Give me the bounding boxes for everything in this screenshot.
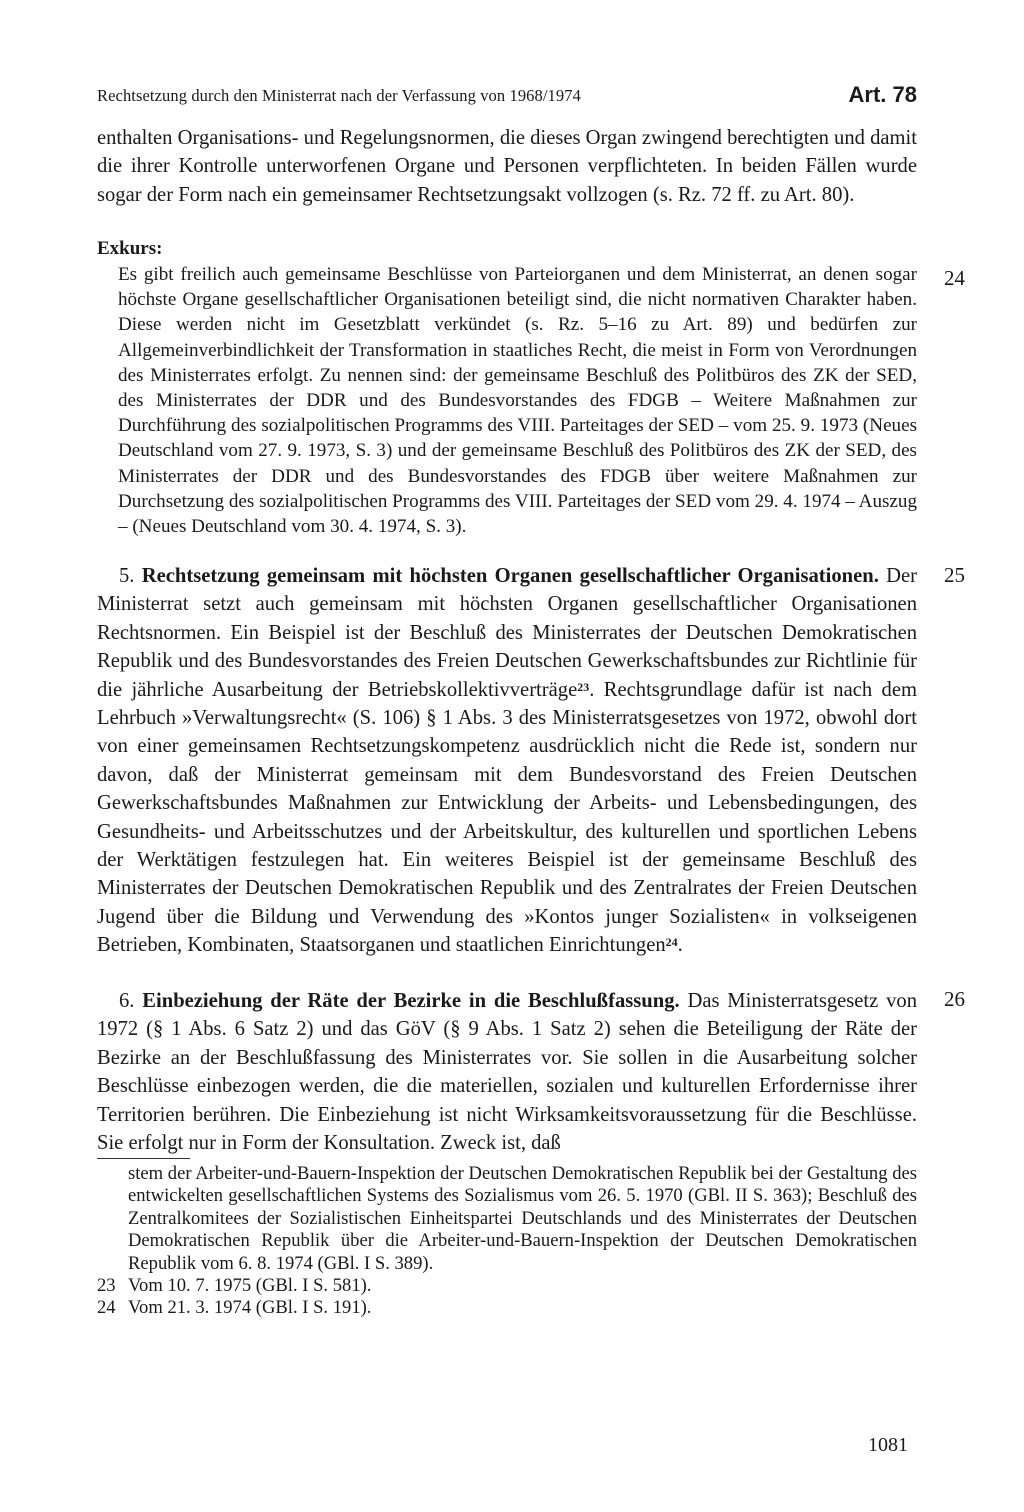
section-5-text-c: .: [677, 934, 683, 957]
footnote-ref-24[interactable]: 24: [665, 935, 678, 950]
margin-number-26: 26: [944, 987, 965, 1011]
section-5-text-b: . Rechtsgrundlage dafür ist nach dem Lehrbuch »Verwaltungsrecht« (S. 106) § 1 Abs. 3 des Ministerratsgesetzes von 1972, obwohl dort von einer gemeinsamen Rechtsetzungskompetenz ausdrücklich nicht die Rede ist, sondern nur davon, daß der Ministerrat gemeinsam mit dem Bundesvorstand des Freien Deutschen Gewerkschaftsbundes Maßnahmen zur Entwicklung der Arbeits- und Lebensbedingungen, des Gesundheits- und Arbeitsschutzes und der Arbeitskultur, des kulturellen und sportlichen Lebens der Werktätigen festzulegen hat. Ein weiteres Beispiel ist der gemeinsame Beschluß des Ministerrates der Deutschen Demokratischen Republik und des Zentralrates der Freien Deutschen Jugend über die Bildung und Verwendung des »Kontos junger Sozialisten« in volkseigenen Betrieben, Kombinaten, Staatsorganen und staatlichen Einrichtungen: [97, 678, 918, 957]
article-label: Art. 78: [848, 82, 917, 107]
footnote-continuation: stem der Arbeiter-und-Bauern-Inspektion der Deutschen Demokratischen Republik bei der Gestaltung des entwickelten gesellschaftlichen Systems des Sozialismus vom 26. 5. 1970 (GBl. II S. 363); Beschluß des Zentralkomitees der Sozialistischen Einheitspartei Deutschlands und des Ministerrates der Deutschen Demokratischen Republik über die Arbeiter-und-Bauern-Inspektion der Deutschen Demokratischen Republik vom 6. 8. 1974 (GBl. I S. 389).: [128, 1163, 917, 1274]
footnotes: [97, 1163, 917, 1320]
section-5-text-a: Der Ministerrat setzt auch gemeinsam mit höchsten Organen gesellschaftlicher Organisationen Rechtsnormen. Ein Beispiel ist der Beschluß des Ministerrates der Deutschen Demokratischen Republik und des Bundesvorstandes des Freien Deutschen Gewerkschaftsbundes zur Richtlinie für die jährliche Ausarbeitung der Betriebskollektivverträge: [97, 565, 917, 701]
footnote-number: 24: [97, 1297, 116, 1319]
footnote-divider: [97, 1158, 190, 1159]
footnote-item: [97, 1275, 917, 1297]
footnote-number: 23: [97, 1275, 116, 1297]
exkurs-title: Exkurs:: [97, 238, 163, 259]
footnote-text: Vom 10. 7. 1975 (GBl. I S. 581).: [128, 1275, 372, 1297]
footnote-ref-23[interactable]: 23: [577, 679, 590, 694]
section-6-heading: Einbeziehung der Räte der Bezirke in die Beschlußfassung.: [142, 990, 680, 1012]
footnote-text: Vom 21. 3. 1974 (GBl. I S. 191).: [128, 1297, 372, 1319]
margin-number-25: 25: [944, 563, 965, 587]
margin-number-24: 24: [944, 266, 965, 290]
exkurs-paragraph: Es gibt freilich auch gemeinsame Beschlüsse von Parteiorganen und dem Ministerrat, an denen sogar höchste Organe gesellschaftlicher Organisationen beteiligt sind, die nicht normativen Charakter haben. Diese werden nicht im Gesetzblatt verkündet (s. Rz. 5–16 zu Art. 89) und bedürfen zur Allgemeinverbindlichkeit der Transformation in staatliches Recht, die meist in Form von Verordnungen des Ministerrates erfolgt. Zu nennen sind: der gemeinsame Beschluß des Politbüros des ZK der SED, des Ministerrates der DDR und des Bundesvorstandes des FDGB – Weitere Maßnahmen zur Durchführung des sozialpolitischen Programms des VIII. Parteitages der SED – vom 25. 9. 1973 (Neues Deutschland vom 27. 9. 1973, S. 3) und der gemeinsame Beschluß des Politbüros des ZK der SED, des Ministerrates der DDR und des Bundesvorstandes des FDGB über weitere Maßnahmen zur Durchsetzung des sozialpolitischen Programms des VIII. Parteitages der SED vom 29. 4. 1974 – Auszug – (Neues Deutschland vom 30. 4. 1974, S. 3).: [118, 264, 917, 538]
section-6-paragraph: [97, 987, 917, 1157]
running-header: [97, 82, 917, 112]
running-title: Rechtsetzung durch den Ministerrat nach der Verfassung von 1968/1974: [97, 86, 581, 105]
section-5-heading: Rechtsetzung gemeinsam mit höchsten Organen gesellschaftlicher Organisationen.: [141, 565, 879, 587]
section-6-number: 6.: [119, 990, 135, 1012]
footnote-item: [97, 1297, 917, 1319]
page-number: 1081: [868, 1434, 908, 1456]
section-5-paragraph: [97, 562, 917, 960]
section-6-text: Das Ministerratsgesetz von 1972 (§ 1 Abs. 6 Satz 2) und das GöV (§ 9 Abs. 1 Satz 2) sehen die Beteiligung der Räte der Bezirke an der Beschlußfassung des Ministerrates vor. Sie sollen in die Ausarbeitung solcher Beschlüsse einbezogen werden, die die materiellen, sozialen und kulturellen Erfordernisse ihrer Territorien berühren. Die Einbeziehung ist nicht Wirksamkeitsvoraussetzung für die Beschlüsse. Sie erfolgt nur in Form der Konsultation. Zweck ist, daß: [97, 990, 917, 1155]
intro-paragraph: enthalten Organisations- und Regelungsnormen, die dieses Organ zwingend berechtigten und damit die ihrer Kontrolle unterworfenen Organe und Personen verpflichteten. In beiden Fällen wurde sogar der Form nach ein gemeinsamer Rechtsetzungsakt vollzogen (s. Rz. 72 ff. zu Art. 80).: [97, 127, 917, 206]
section-5-number: 5.: [119, 565, 135, 587]
